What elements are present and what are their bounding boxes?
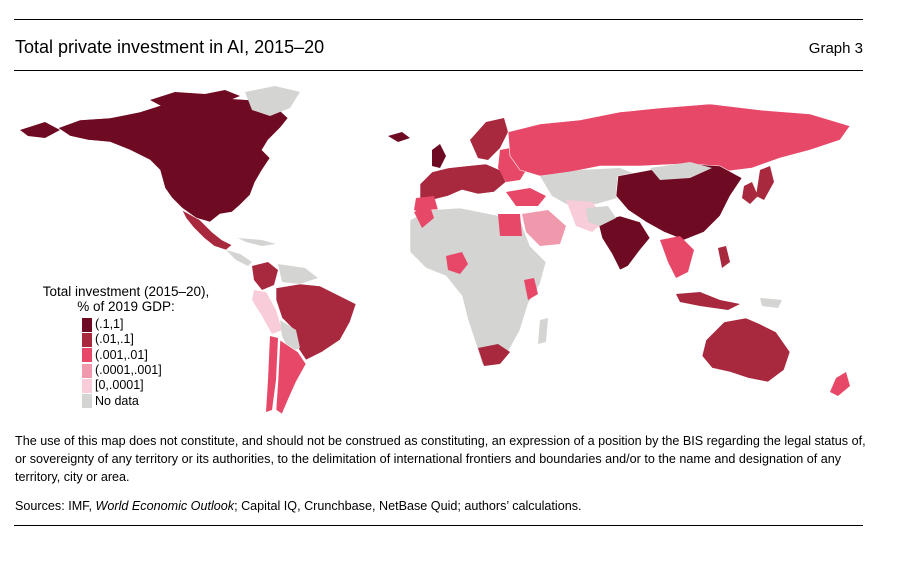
legend-item: [82, 317, 226, 332]
map-legend: [26, 284, 226, 409]
region-india: [598, 216, 650, 270]
legend-label: (.1,1]: [95, 317, 124, 332]
legend-swatch: [82, 394, 92, 408]
legend-swatch: [82, 364, 92, 378]
region-venezuela-guianas: [278, 264, 318, 284]
region-southeast-asia: [660, 236, 694, 278]
region-central-america: [226, 250, 252, 266]
legend-label: (.001,.01]: [95, 347, 148, 362]
map-disclaimer: The use of this map does not constitute, and should not be construed as constituting, an expression of a position by the BIS regarding the legal status of, or sovereignty of any territory or its authorities, to the delimitation of international frontiers and boundaries and/or to the name and designation of any territory, city or area.: [15, 434, 866, 484]
top-rule: [14, 19, 863, 20]
legend-label: (.01,.1]: [95, 332, 134, 347]
region-turkey-levant: [506, 188, 546, 206]
legend-item: [82, 393, 226, 408]
region-western-europe: [420, 164, 506, 200]
region-chile: [266, 336, 278, 412]
region-egypt: [498, 214, 522, 236]
legend-swatch: [82, 348, 92, 362]
region-australia: [702, 318, 790, 382]
page-title: Total private investment in AI, 2015–20: [15, 37, 325, 57]
region-indonesia: [676, 292, 740, 310]
sources-italic: World Economic Outlook: [95, 499, 235, 513]
sources-prefix: Sources: IMF,: [15, 499, 96, 513]
region-korea-japan: [742, 166, 774, 204]
region-madagascar: [538, 318, 548, 344]
sources-note: [15, 499, 582, 513]
region-uk: [432, 144, 446, 168]
region-caribbean: [238, 238, 276, 246]
legend-swatch: [82, 379, 92, 393]
legend-swatch: [82, 318, 92, 332]
region-north-america: [58, 98, 288, 222]
graph-number: Graph 3: [808, 40, 863, 57]
legend-label: No data: [95, 393, 139, 408]
legend-label: (.0001,.001]: [95, 363, 162, 378]
title-rule: [14, 70, 863, 71]
legend-item: [82, 332, 226, 347]
region-colombia: [252, 262, 278, 290]
sources-suffix: ; Capital IQ, Crunchbase, NetBase Quid; authors’ calculations.: [234, 499, 582, 513]
region-alaska-west: [20, 122, 60, 138]
legend-swatch: [82, 333, 92, 347]
legend-title: [26, 284, 226, 314]
bottom-rule: [14, 525, 863, 526]
legend-label: [0,.0001]: [95, 378, 144, 393]
region-philippines: [718, 246, 730, 268]
region-new-zealand: [830, 372, 850, 396]
region-iceland: [388, 132, 410, 142]
legend-item: [82, 378, 226, 393]
region-png: [760, 298, 782, 308]
legend-title-line2: % of 2019 GDP:: [77, 299, 175, 314]
legend-item: [82, 363, 226, 378]
legend-title-line1: Total investment (2015–20),: [42, 284, 210, 299]
region-saudi-arabia: [522, 210, 566, 246]
legend-item: [82, 348, 226, 363]
legend-items: [82, 317, 226, 409]
